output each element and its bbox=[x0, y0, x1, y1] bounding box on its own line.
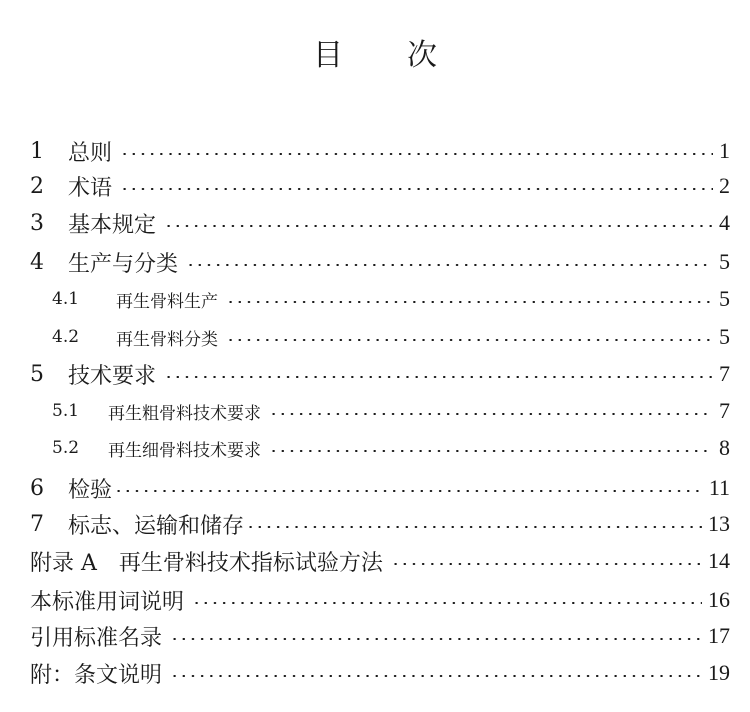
toc-entry-page: 7 bbox=[719, 361, 730, 386]
toc-entry-title: 检验 bbox=[68, 477, 113, 503]
toc-entry-title: 总则 bbox=[68, 140, 113, 166]
toc-entry-number: 4 bbox=[30, 249, 44, 275]
toc-entry-title: 基本规定 bbox=[68, 212, 157, 238]
toc-entry-number: 6 bbox=[30, 475, 44, 501]
toc-entry-number: 2 bbox=[30, 173, 44, 199]
dot-leader bbox=[192, 602, 702, 604]
toc-entry-page: 5 bbox=[719, 286, 730, 311]
dot-leader bbox=[120, 188, 713, 190]
toc-entry-title: 再生骨料分类 bbox=[116, 329, 218, 350]
dot-leader bbox=[164, 376, 713, 378]
dot-leader bbox=[120, 153, 713, 155]
toc-entry-page: 19 bbox=[708, 660, 730, 685]
toc-entry-title: 生产与分类 bbox=[68, 251, 179, 277]
toc-entry-number: 4.1 bbox=[52, 289, 80, 309]
toc-entry-4-2[interactable] bbox=[52, 321, 730, 353]
toc-entry-title: 再生粗骨料技术要求 bbox=[108, 403, 261, 424]
dot-leader bbox=[186, 264, 713, 266]
toc-entry-number: 5.2 bbox=[52, 438, 80, 458]
toc-entry-page: 5 bbox=[719, 249, 730, 274]
toc-entry-5[interactable] bbox=[30, 358, 730, 390]
dot-leader bbox=[226, 301, 713, 303]
toc-entry-page: 14 bbox=[708, 548, 730, 573]
toc-entry-referenced-standards[interactable] bbox=[30, 620, 730, 652]
dot-leader bbox=[170, 638, 702, 640]
toc-entry-5-2[interactable] bbox=[52, 432, 730, 464]
toc-entry-2[interactable] bbox=[30, 170, 730, 202]
toc-entry-title: 技术要求 bbox=[68, 363, 157, 389]
dot-leader bbox=[269, 413, 713, 415]
toc-entry-title: 标志、运输和储存 bbox=[68, 513, 245, 539]
toc-entry-title: 再生骨料生产 bbox=[116, 291, 218, 312]
toc-entry-number: 5.1 bbox=[52, 401, 80, 421]
toc-entry-title: 附：条文说明 bbox=[30, 662, 163, 688]
dot-leader bbox=[246, 526, 702, 528]
toc-entry-page: 8 bbox=[719, 435, 730, 460]
dot-leader bbox=[226, 339, 713, 341]
toc-entry-title: 术语 bbox=[68, 175, 113, 201]
toc-entry-page: 17 bbox=[708, 623, 730, 648]
toc-entry-page: 7 bbox=[719, 398, 730, 423]
toc-entry-4[interactable] bbox=[30, 246, 730, 278]
dot-leader bbox=[164, 225, 713, 227]
toc-entry-page: 5 bbox=[719, 324, 730, 349]
toc-entry-page: 13 bbox=[708, 511, 730, 536]
toc-entry-title: 附录 A 再生骨料技术指标试验方法 bbox=[30, 550, 383, 576]
toc-entry-page: 11 bbox=[708, 475, 730, 500]
toc-entry-4-1[interactable] bbox=[52, 283, 730, 315]
dot-leader bbox=[269, 450, 713, 452]
toc-entry-page: 16 bbox=[708, 587, 730, 612]
toc-entry-number: 1 bbox=[30, 138, 44, 164]
toc-entry-1[interactable] bbox=[30, 135, 730, 167]
toc-entry-page: 2 bbox=[719, 173, 730, 198]
toc-entry-number: 3 bbox=[30, 210, 44, 236]
toc-entry-page: 1 bbox=[719, 138, 730, 163]
toc-entry-number: 5 bbox=[30, 361, 44, 387]
toc-entry-title: 引用标准名录 bbox=[30, 625, 163, 651]
title-char-1: 目 bbox=[313, 38, 343, 73]
toc-entry-title: 再生细骨料技术要求 bbox=[108, 440, 261, 461]
toc-entry-3[interactable] bbox=[30, 207, 730, 239]
toc-entry-6[interactable] bbox=[30, 472, 730, 504]
dot-leader bbox=[170, 675, 702, 677]
toc-entry-7[interactable] bbox=[30, 508, 730, 540]
dot-leader bbox=[114, 490, 703, 492]
toc-entry-number: 4.2 bbox=[52, 327, 80, 347]
toc-entry-title: 本标准用词说明 bbox=[30, 589, 185, 615]
toc-entry-5-1[interactable] bbox=[52, 395, 730, 427]
title-char-2: 次 bbox=[407, 38, 437, 73]
toc-entry-clause-explanation[interactable] bbox=[30, 657, 730, 689]
toc-entry-page: 4 bbox=[719, 210, 730, 235]
toc-entry-wording-explanation[interactable] bbox=[30, 584, 730, 616]
dot-leader bbox=[391, 563, 702, 565]
toc-entry-appendix-a[interactable] bbox=[30, 545, 730, 577]
toc-entry-number: 7 bbox=[30, 511, 44, 537]
